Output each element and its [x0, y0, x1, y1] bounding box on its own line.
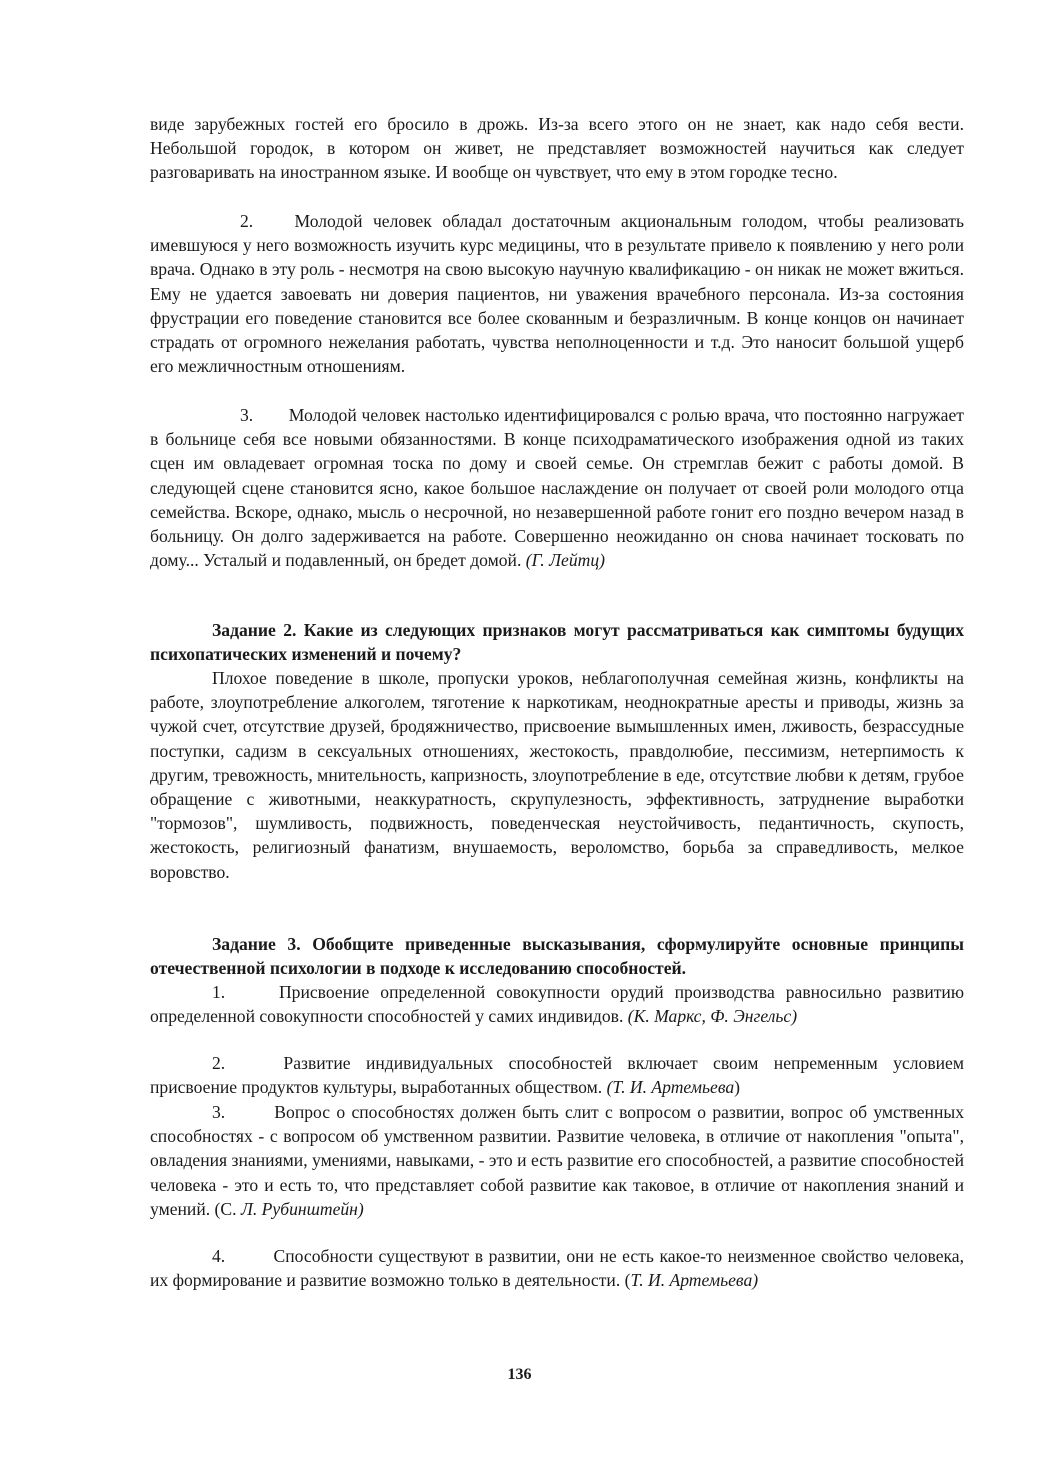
task3-item-3 — [150, 1100, 964, 1221]
page-number: 136 — [507, 1366, 532, 1383]
case-item-number: 3. — [240, 405, 254, 425]
task3-item-1 — [150, 980, 964, 1028]
task3-item-4 — [150, 1244, 964, 1292]
task2-label: Задание 2 — [212, 620, 292, 640]
carryover-paragraph: виде зарубежных гостей его бросило в дрожь. Из-за всего этого он не знает, как надо себя вести. Небольшой городок, в котором он живет, не представляет возможностей научиться как следует разговаривать на иностранном языке. И вообще он чувствует, что ему в этом городке тесно. — [150, 114, 964, 183]
task3-item-2 — [150, 1051, 964, 1099]
task3-item-number: 4. — [212, 1246, 226, 1266]
case-item-author: (Г. Лейтц) — [525, 550, 605, 571]
task2-body: Плохое поведение в школе, пропуски уроков, неблагополучная семейная жизнь, конфликты на работе, злоупотребление алкоголем, тяготение к наркотикам, неоднократные аресты и приводы, жизнь за чужой счет, отсутствие друзей, бродяжничество, присвоение вымышленных имен, лживость, безрассудные поступки, садизм в сексуальных отношениях, жестокость, правдолюбие, пессимизм, нетерпимость к другим, тревожность, мнительность, капризность, злоупотребление в еде, отсутствие любви к детям, грубое обращение с животными, неаккуратность, скрупулезность, эффективность, затруднение выработки "тормозов", шумливость, подвижность, поведенческая неустойчивость, педантичность, скупость, жестокость, религиозный фанатизм, внушаемость, вероломство, борьба за справедливость, мелкое воровство. — [150, 668, 964, 882]
case-item-3 — [150, 403, 964, 572]
task3-item-number: 3. — [212, 1102, 226, 1122]
task2-question: . Какие из следующих признаков могут рассматриваться как симптомы будущих психопатических изменений и почему? — [150, 620, 965, 665]
task3-item-text: Развитие индивидуальных способностей включает своим непременным условием присвоение продуктов культуры, выработанных обществом. — [150, 1053, 965, 1098]
case-item-text: Молодой человек настолько идентифицировался с ролью врача, что постоянно нагружает в больнице себя все новыми обязанностями. В конце психодраматического изображения одной из таких сцен им овладевает огромная тоска по дому и своей семье. Он стремглав бежит с работы домой. В следующей сцене становится ясно, какое большое наслаждение он получает от своей роли молодого отца семейства. Вскоре, однако, мысль о несрочной, но незавершенной работе гонит его поздно вечером назад в больницу. Он долго задерживается на работе. Совершенно неожиданно он снова начинает тосковать по дому... Усталый и подавленный, он бредет домой. — [150, 405, 964, 571]
task3-item-text: Присвоение определенной совокупности орудий производства равносильно развитию определенной совокупности способностей у самих индивидов. — [150, 982, 964, 1027]
task2-heading — [150, 618, 964, 666]
case-item-2 — [150, 209, 964, 378]
task3-item-text: Вопрос о способностях должен быть слит с вопросом о развитии, вопрос об умственных способностях - с вопросом об умственном развитии. Развитие человека, в отличие от накопления "опыта", овладения знаниями, умениями, навыками, - это и есть развитие его способностей, а развитие способностей человека - это и есть то, что представляет собой развитие как таковое, в отличие от накопления знаний и умений. (С. — [150, 1102, 965, 1219]
task3-item-number: 2. — [212, 1053, 226, 1073]
task3-item-author: Л. Рубинштейн) — [240, 1198, 364, 1219]
task3-question: . Обобщите приведенные высказывания, сформулируйте основные принципы отечественной психологии в подходе к исследованию способностей. — [150, 934, 964, 979]
task3-item-number: 1. — [212, 982, 226, 1002]
case-item-text: Молодой человек обладал достаточным акциональным голодом, чтобы реализовать имевшуюся у него возможность изучить курс медицины, что в результате привело к появлению у него роли врача. Однако в эту роль - несмотря на свою высокую научную квалификацию - он никак не может вжиться. Ему не удается завоевать ни доверия пациентов, ни уважения врачебного персонала. Из-за состояния фрустрации его поведение становится все более скованным и безразличным. В конце концов он начинает страдать от огромного нежелания работать, чувства неполноценности и т.д. Это наносит большой ущерб его межличностным отношениям. — [150, 211, 964, 377]
task3-item-author: (К. Маркс, Ф. Энгельс) — [627, 1006, 798, 1027]
task3-label: Задание 3 — [212, 934, 297, 954]
task3-item-author-tail: ) — [734, 1077, 741, 1098]
case-item-number: 2. — [240, 211, 254, 231]
task3-item-author: (Т. И. Артемьева — [606, 1077, 735, 1098]
task3-item-author: Т. И. Артемьева) — [630, 1270, 759, 1291]
task3-item-text: Способности существуют в развитии, они не есть какое-то неизменное свойство человека, их формирование и развитие возможно только в деятельности. ( — [150, 1246, 965, 1291]
task3-heading — [150, 932, 964, 980]
